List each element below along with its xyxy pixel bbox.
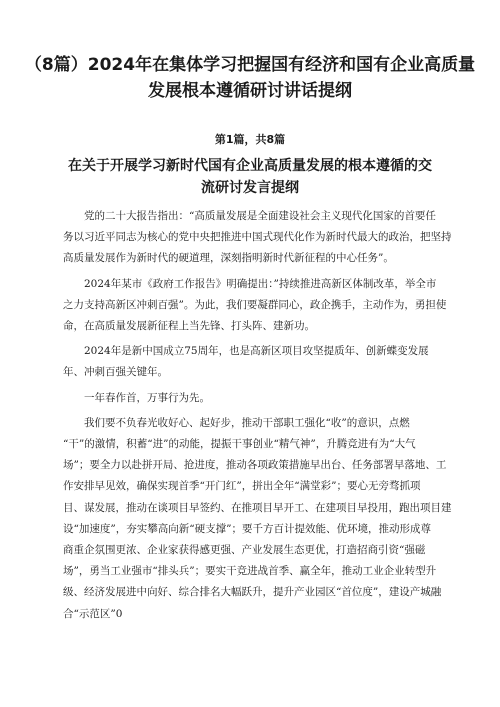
text-line: 务以习近平同志为核心的党中央把推进中国式现代化作为新时代最大的政治，把坚持 (63, 231, 452, 244)
paragraph (63, 341, 443, 383)
text-line: 一年春作首，万事行为先。 (84, 391, 210, 404)
text-line: 我们要不负春光收好心、起好步，推动干部职工强化“收”的意识，点燃 (84, 416, 410, 429)
document-body (63, 206, 452, 629)
article-subtitle-line: 流研讨发言提纲 (201, 180, 299, 196)
document-title (0, 52, 500, 104)
document-title-line: （8篇）2024年在集体学习把握国有经济和国有企业高质量 (24, 55, 476, 75)
text-line: 目、谋发展，推动在谈项目早签约、在推项目早开工、在建项目早投用，跑出项目建 (63, 501, 452, 514)
text-line: 级、经济发展进中向好、综合排名大幅跃升，提升产业园区“首位度”，建设产城融 (63, 586, 442, 599)
text-line: 场”；要全力以赴拼开局、抢进度，推动各项政策措施早出台、任务部署早落地、工 (63, 459, 447, 472)
paragraph (63, 413, 452, 625)
text-line: 作安排早见效，确保实现首季“开门红”，拼出全年“满堂彩”；要心无旁骛抓项 (63, 480, 421, 493)
text-line: 2024年某市《政府工作报告》明确提出：”持续推进高新区体制改革，举全市 (84, 277, 437, 290)
text-line: 之力支持高新区冲刺百强”。为此，我们要凝群同心，政企携手，主动作为，勇担使 (63, 298, 447, 311)
document-title-line: 发展根本遵循研讨讲话提纲 (148, 81, 352, 101)
text-line: 2024年是新中国成立75周年，也是高新区项目攻坚提质年、创新蝶变发展 (84, 345, 429, 358)
text-line: 高质量发展作为新时代的硬道理，深刻指明新时代新征程的中心任务”。 (63, 252, 394, 265)
text-line: “干”的激情，积蓄“进”的动能，提振干事创业“精气神”，升腾竞进有为“大气 (63, 438, 416, 451)
paragraph (63, 274, 447, 338)
text-line: 商重企氛围更浓、企业家获得感更强、产业发展生态更优，打造招商引资“强磁 (63, 544, 426, 557)
text-line: 年、冲刺百强关键年。 (63, 366, 168, 379)
text-line: 设“加速度”，夯实攀高向新“硬支撑”；要千方百计提效能、优环境，推动形成尊 (63, 522, 431, 535)
paragraph (63, 206, 452, 270)
text-line: 合“示范区”0 (63, 607, 123, 620)
section-label: 第1篇，共8篇 (214, 133, 286, 146)
paragraph (63, 388, 443, 409)
article-subtitle (0, 155, 500, 199)
text-line: 党的二十大报告指出：“高质量发展是全面建设社会主义现代化国家的首要任 (84, 210, 436, 222)
text-line: 场”，勇当工业强市“排头兵”；要实干竞进战首季、赢全年，推动工业企业转型升 (63, 565, 437, 578)
text-line: 命，在高质量发展新征程上当先锋、打头阵、建新功。 (63, 320, 315, 333)
article-subtitle-line: 在关于开展学习新时代国有企业高质量发展的根本遵循的交 (68, 158, 432, 174)
